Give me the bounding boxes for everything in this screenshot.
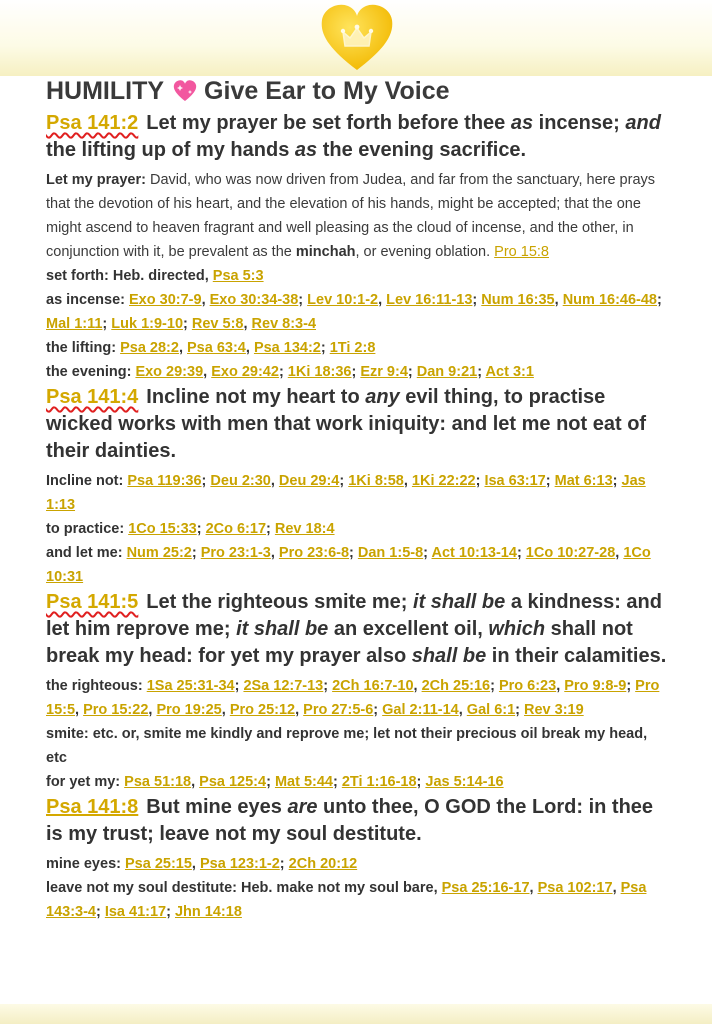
ref-separator: ;	[472, 292, 482, 308]
title-text: HUMILITY	[46, 77, 165, 105]
cross-ref-link[interactable]: Isa 41:17	[104, 904, 167, 920]
verse-141-5: Psa 141:5 Let the righteous smite me; it shall be a kindness: and let him reprove me; it shall be an excellent oil, which shall not break my head: for yet my prayer also shall be in their calamities.	[46, 591, 667, 667]
note-to-practice	[46, 517, 672, 541]
note-the-evening	[46, 360, 672, 384]
ref-separator: ;	[351, 364, 361, 380]
verse-141-4: Psa 141:4 Incline not my heart to any evil thing, to practise wicked works with men that work iniquity: and let me not eat of their dainties.	[46, 386, 647, 462]
ref-separator: ;	[320, 340, 330, 356]
cross-ref-link[interactable]: 1Ki 22:22	[411, 473, 476, 489]
ref-separator: ;	[102, 316, 112, 332]
cross-ref-link[interactable]: Pro 15:5	[46, 678, 660, 718]
cross-ref-link[interactable]: Pro 23:1-3	[200, 545, 271, 561]
cross-ref-link[interactable]: Psa 28:2	[120, 340, 179, 356]
cross-ref-link[interactable]: Exo 29:42	[211, 364, 279, 380]
ref-separator: ;	[298, 292, 308, 308]
ref-separator: ;	[266, 774, 275, 790]
ref-separator: ;	[545, 473, 555, 489]
ref-separator: ;	[278, 364, 288, 380]
cross-ref-link[interactable]: 2Ti 1:16-18	[341, 774, 417, 790]
cross-ref-link[interactable]: Deu 29:4	[278, 473, 340, 489]
cross-ref-link[interactable]: Jhn 14:18	[174, 904, 242, 920]
cross-ref-link[interactable]: Act 3:1	[485, 364, 534, 380]
pink-sparkling-heart-icon	[172, 79, 198, 103]
cross-ref-link[interactable]: 2Ch 25:16	[421, 678, 491, 694]
cross-ref-link[interactable]: Psa 5:3	[212, 268, 264, 284]
ref-separator: ;	[201, 473, 211, 489]
cross-ref-link[interactable]: Num 25:2	[126, 545, 192, 561]
verse-141-2: Psa 141:2 Let my prayer be set forth before thee as incense; and the lifting up of my hands as the evening sacrifice.	[46, 112, 661, 161]
verse-141-8: Psa 141:8 But mine eyes are unto thee, O GOD the Lord: in thee is my trust; leave not my soul destitute.	[46, 796, 654, 845]
ref-separator: ;	[416, 774, 426, 790]
ref-separator: ;	[477, 364, 486, 380]
cross-ref-link[interactable]: Jas 5:14-16	[425, 774, 504, 790]
cross-ref-link[interactable]: Pro 27:5-6	[303, 702, 374, 718]
note-and-let-me	[46, 541, 672, 589]
cross-ref-link[interactable]: 2Ch 20:12	[288, 856, 358, 872]
note-smite: smite: etc. or, smite me kindly and reprove me; let not their precious oil break my head, etc	[46, 726, 648, 766]
note-for-yet-my	[46, 770, 672, 794]
cross-ref-link[interactable]: Act 10:13-14	[431, 545, 517, 561]
ref-separator: ;	[490, 678, 499, 694]
cross-ref-link[interactable]: Pro 15:8	[494, 244, 549, 260]
cross-ref-link[interactable]: Psa 25:16-17	[441, 880, 530, 896]
note-mine-eyes	[46, 852, 672, 876]
ref-separator: ;	[166, 904, 175, 920]
ref-separator: ,	[191, 856, 200, 872]
ref-separator: ,	[245, 340, 254, 356]
cross-ref-link[interactable]: Exo 30:7-9	[129, 292, 202, 308]
cross-ref-link[interactable]: Lev 10:1-2	[307, 292, 379, 308]
cross-ref-link[interactable]: Psa 25:15	[125, 856, 192, 872]
verse-ref-link[interactable]: Psa 141:5	[46, 591, 139, 613]
cross-ref-link[interactable]: Rev 5:8	[191, 316, 244, 332]
cross-ref-link[interactable]: Mat 5:44	[274, 774, 333, 790]
ref-separator: ;	[407, 364, 417, 380]
cross-ref-link[interactable]: 1Ki 18:36	[287, 364, 352, 380]
cross-ref-link[interactable]: Pro 23:6-8	[278, 545, 350, 561]
note-label: leave not my soul destitute: Heb. make not my soul bare,	[46, 880, 442, 896]
ref-separator: ,	[270, 545, 279, 561]
cross-ref-link[interactable]: Num 16:35	[481, 292, 555, 308]
ref-separator: ,	[270, 473, 279, 489]
ref-separator: ;	[95, 904, 105, 920]
cross-ref-link[interactable]: Exo 29:39	[135, 364, 204, 380]
cross-ref-link[interactable]: Psa 51:18	[124, 774, 192, 790]
ref-separator: ,	[221, 702, 230, 718]
cross-ref-link[interactable]: Gal 2:11-14	[382, 702, 459, 718]
ref-separator: ;	[515, 702, 525, 718]
ref-separator: ,	[295, 702, 304, 718]
ref-separator: ;	[332, 774, 342, 790]
cross-ref-link[interactable]: 1Co 10:31	[46, 545, 651, 585]
cross-ref-link[interactable]: 2Sa 12:7-13	[243, 678, 324, 694]
cross-ref-link[interactable]: Luk 1:9-10	[111, 316, 184, 332]
cross-ref-link[interactable]: Pro 9:8-9	[564, 678, 627, 694]
bottom-banner	[0, 1004, 712, 1024]
note-label: for yet my:	[46, 774, 125, 790]
cross-ref-link[interactable]: Isa 63:17	[484, 473, 546, 489]
ref-separator: ;	[475, 473, 485, 489]
ref-separator: ,	[203, 364, 212, 380]
ref-separator: ,	[201, 292, 210, 308]
ref-separator: ;	[516, 545, 526, 561]
cross-ref-link[interactable]: 2Ch 16:7-10	[332, 678, 414, 694]
ref-separator: ;	[373, 702, 383, 718]
cross-ref-link[interactable]: 1Ti 2:8	[329, 340, 376, 356]
cross-ref-link[interactable]: Gal 6:1	[466, 702, 516, 718]
ref-separator: ;	[323, 678, 333, 694]
ref-separator: ,	[378, 292, 387, 308]
ref-separator: ;	[279, 856, 289, 872]
cross-ref-link[interactable]: Pro 15:22	[83, 702, 149, 718]
ref-separator: ,	[148, 702, 157, 718]
ref-separator: ;	[349, 545, 358, 561]
cross-ref-link[interactable]: Rev 3:19	[524, 702, 584, 718]
cross-ref-link[interactable]: Psa 102:17	[537, 880, 613, 896]
cross-ref-link[interactable]: Pro 6:23	[498, 678, 557, 694]
cross-ref-link[interactable]: 2Co 6:17	[205, 521, 267, 537]
cross-ref-link[interactable]: Exo 30:34-38	[209, 292, 299, 308]
verse-ref-link[interactable]: Psa 141:8	[46, 796, 139, 818]
note-the-righteous	[46, 674, 672, 722]
ref-separator: ;	[196, 521, 206, 537]
cross-ref-link[interactable]: Dan 9:21	[416, 364, 478, 380]
ref-separator: ,	[556, 678, 565, 694]
cross-ref-link[interactable]: Psa 63:4	[187, 340, 246, 356]
cross-ref-link[interactable]: Num 16:46-48	[562, 292, 657, 308]
cross-ref-link[interactable]: Psa 134:2	[253, 340, 321, 356]
note-label: the lifting:	[46, 340, 121, 356]
cross-ref-link[interactable]: Jas 1:13	[46, 473, 646, 513]
note-label: the evening:	[46, 364, 136, 380]
note-the-lifting	[46, 336, 672, 360]
ref-separator: ,	[612, 880, 621, 896]
cross-ref-link[interactable]: 1Co 10:27-28	[525, 545, 616, 561]
note-label: to practice:	[46, 521, 129, 537]
cross-ref-link[interactable]: 1Co 15:33	[128, 521, 197, 537]
note-let-my-prayer: Let my prayer: David, who was now driven from Judea, and far from the sanctuary, here prays that the devotion of his heart, and the elevation of his hands, might be accepted; that the one might ascend to heaven fragrant and well pleasing as the cloud of incense, and the other, in conjunction with it, be prevalent as the minchah, or evening oblation. Pro 15:8	[46, 172, 656, 260]
cross-ref-link[interactable]: Mat 6:13	[554, 473, 613, 489]
note-label: the righteous:	[46, 678, 147, 694]
cross-ref-link[interactable]: Lev 16:11-13	[386, 292, 473, 308]
cross-ref-link[interactable]: Deu 2:30	[210, 473, 271, 489]
ref-separator: ,	[75, 702, 84, 718]
verse-ref-link[interactable]: Psa 141:2	[46, 112, 139, 134]
title-subtitle: Give Ear to My Voice	[204, 77, 450, 105]
ref-separator: ;	[612, 473, 622, 489]
ref-separator: ,	[243, 316, 252, 332]
cross-ref-link[interactable]: Psa 125:4	[199, 774, 267, 790]
ref-separator: ,	[458, 702, 467, 718]
ref-separator: ,	[178, 340, 188, 356]
cross-ref-link[interactable]: Psa 123:1-2	[199, 856, 280, 872]
ref-separator: ;	[183, 316, 192, 332]
note-leave-not	[46, 876, 672, 924]
cross-ref-link[interactable]: Rev 18:4	[274, 521, 335, 537]
cross-ref-link[interactable]: Dan 1:5-8	[357, 545, 424, 561]
ref-separator: ;	[656, 292, 662, 308]
ref-separator: ;	[266, 521, 275, 537]
note-label: set forth: Heb. directed,	[46, 268, 213, 284]
ref-separator: ,	[403, 473, 412, 489]
cross-ref-link[interactable]: Psa 143:3-4	[46, 880, 647, 920]
page-content	[46, 76, 672, 924]
note-label: and let me:	[46, 545, 127, 561]
ref-separator: ;	[234, 678, 244, 694]
note-set-forth	[46, 264, 672, 288]
ref-separator: ,	[554, 292, 563, 308]
note-label: mine eyes:	[46, 856, 125, 872]
ref-separator: ;	[626, 678, 636, 694]
ref-separator: ,	[413, 678, 422, 694]
cross-ref-link[interactable]: Ezr 9:4	[360, 364, 408, 380]
cross-ref-link[interactable]: 1Sa 25:31-34	[146, 678, 235, 694]
ref-separator: ,	[529, 880, 538, 896]
ref-separator: ;	[423, 545, 432, 561]
cross-ref-link[interactable]: Pro 25:12	[229, 702, 296, 718]
note-label: Incline not:	[46, 473, 128, 489]
ref-separator: ,	[615, 545, 624, 561]
cross-ref-link[interactable]: Rev 8:3-4	[251, 316, 317, 332]
cross-ref-link[interactable]: Mal 1:11	[46, 316, 103, 332]
ref-separator: ,	[191, 774, 200, 790]
page-title	[46, 76, 672, 106]
verse-ref-link[interactable]: Psa 141:4	[46, 386, 139, 408]
note-as-incense	[46, 288, 672, 336]
yellow-heart-crown-icon	[318, 2, 396, 72]
cross-ref-link[interactable]: Psa 119:36	[127, 473, 202, 489]
cross-ref-link[interactable]: Pro 19:25	[156, 702, 222, 718]
note-incline-not	[46, 469, 672, 517]
note-label: as incense:	[46, 292, 130, 308]
ref-separator: ;	[339, 473, 349, 489]
cross-ref-link[interactable]: 1Ki 8:58	[348, 473, 404, 489]
ref-separator: ;	[191, 545, 201, 561]
